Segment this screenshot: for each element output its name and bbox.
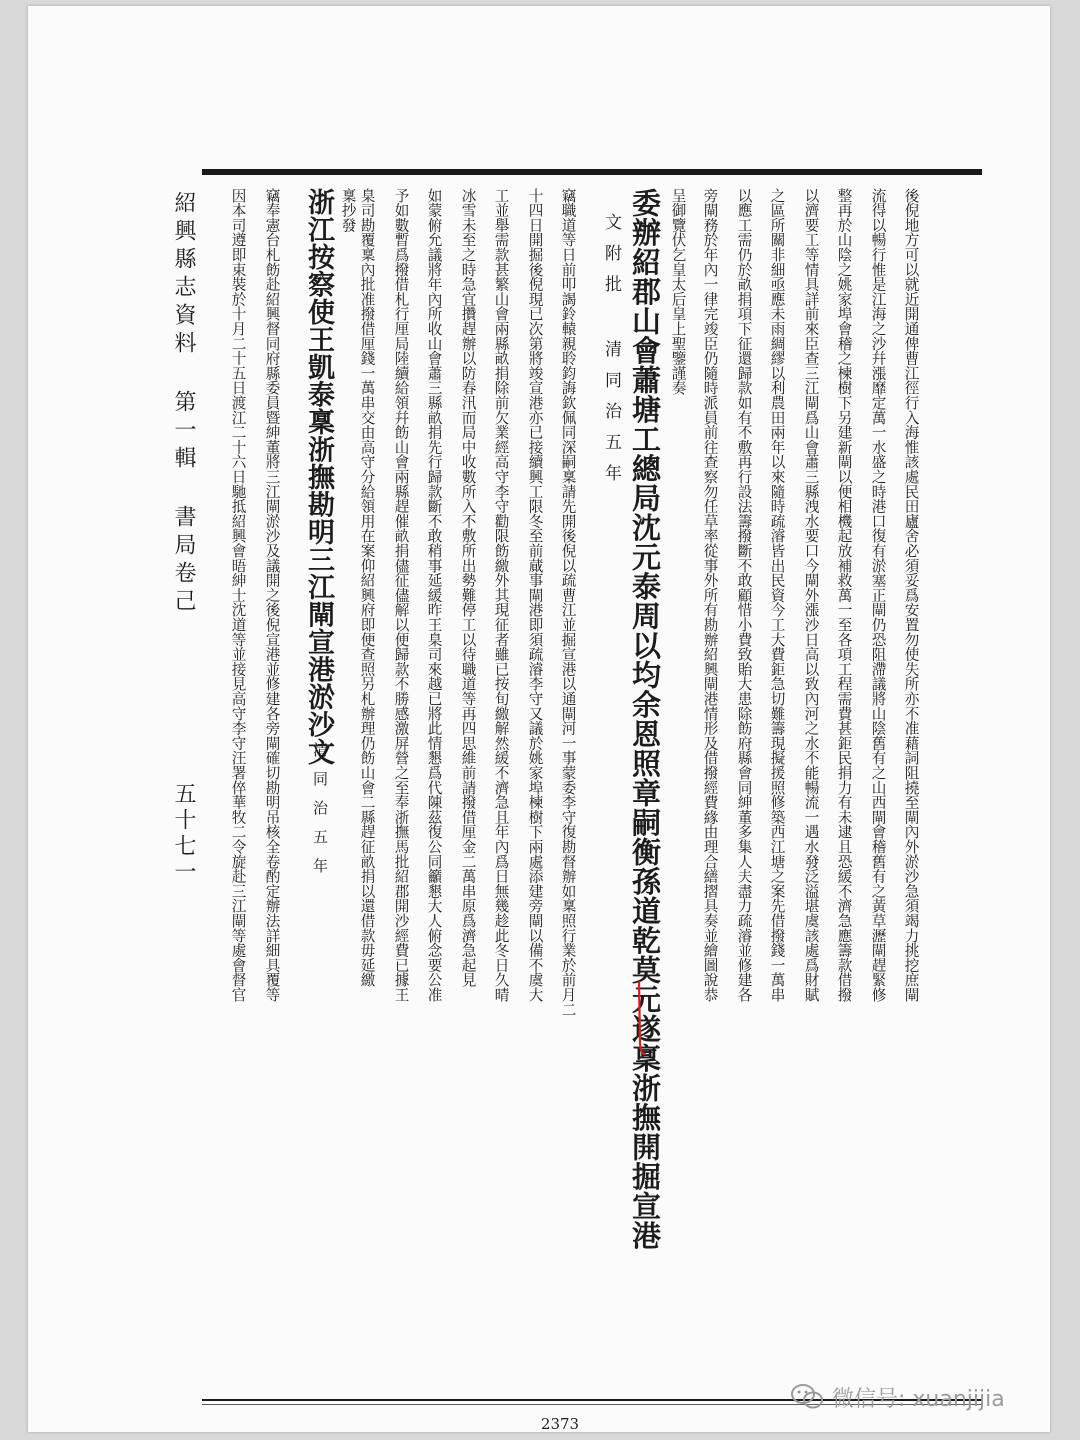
watermark-text: 微信号: xuanjijia — [832, 1386, 1005, 1412]
text-column-3: 整再於山陰之姚家埠會稽之楝樹下另建新閘以便相機起放補救萬一至各項工程需費甚鉅民捐力有未逮且恐緩不濟急應籌款借撥 — [835, 188, 853, 1003]
document-subheading: 文附批 清同治五年 — [601, 213, 621, 496]
text-column-15: 臬司勘覆稟內批准撥借厘錢一萬串交由高守分給領用在案仰紹興府即便查照另札辦理仍飭山會二縣趕征畝捐以還借款毋延繳 — [358, 188, 376, 988]
page-number: 2373 — [540, 1415, 580, 1434]
text-column-12: 冰雪未至之時急宜攢趕辦以防春汛而局中收數所入不敷所出勢難停工以待職道等再四思維前請撥借厘金二萬串原爲濟急起見 — [459, 188, 477, 988]
wechat-icon — [790, 1382, 824, 1412]
text-column-5: 之區所關非細亟應未雨綢繆以利農田兩年以來隨時疏濬皆出民資今工大費鉅急切難籌現擬援照修築西江塘之案先借撥錢一萬串 — [768, 188, 786, 1003]
margin-page-number: 五十七一 — [171, 782, 196, 887]
text-column-16: 稟抄發 — [339, 188, 357, 233]
text-column-14: 予如數暫爲撥借札行厘局陸續給領幷飭山會兩縣趕催畝捐儘征儘解以便歸款不勝感激屏營之至奉浙撫馬批紹郡開沙經費已據王 — [392, 188, 410, 1003]
text-column-11: 工並舉需款甚繁山會兩縣畝捐除前欠業經高守李守勸限飭繳外其現征者雖已按旬繳解然緩不濟急且年內爲日無幾趁此冬日久晴 — [492, 188, 510, 1003]
top-border-rule — [202, 169, 982, 175]
document-heading: 委辦紹郡山會蕭塘工總局沈元泰周以均余恩照章嗣衡孫道乾莫元遂稟浙撫開掘宣港 — [628, 188, 662, 1251]
text-column-4: 以濟要工等情具詳前來臣查三江閘爲山會蕭三縣洩水要口今閘外漲沙日高以致內河之水不能暢流一遇水發泛溢堪虞該處爲財賦 — [802, 188, 820, 1003]
red-annotation-mark — [636, 980, 646, 1060]
text-column-18: 因本司遵即束裝於十月二十五日渡江二十六日馳抵紹興會晤紳士沈道等並接見高守李守汪署倅華牧二令旋赴三江閘等處會督官 — [229, 188, 247, 1003]
text-column-17: 竊奉憲台札飭赴紹興督同府縣委員暨紳董將三江閘淤沙及議開之後倪宣港並修建各旁閘確切勘明吊核全卷酌定辦法詳細具覆等 — [263, 188, 281, 1003]
margin-title: 紹興縣志資料 第一輯 書局卷己 — [171, 191, 196, 618]
section-heading: 浙江按察使王凱泰稟浙撫勘明三江閘宣港淤沙文 — [303, 188, 334, 766]
text-column-10: 十四日開掘後倪現已次第將竣宣港亦已接續興工限冬至前蕆事閘港即須疏濬李守又議於姚家埠楝樹下兩處添建旁閘以備不虞大 — [526, 188, 544, 1003]
text-column-7: 旁閘務於年內一律完竣臣仍隨時派員前往查察勿任草率從事外所有勘辦紹興閘港情形及借撥經費緣由理合繕摺具奏並繪圖說恭 — [701, 188, 719, 1003]
text-column-6: 以應工需仍於畝捐項下征還歸款如有不敷再行設法籌撥斷不敢顧惜小費致貽大患除飭府縣會同紳董多集人夫盡力疏濬並修建各 — [735, 188, 753, 1003]
text-column-8: 呈御覽伏乞皇太后皇上聖鑒謹奏 — [669, 188, 687, 396]
text-column-13: 如蒙俯允議將年內所收山會蕭三縣畝捐先行歸款斷不敢稍事延緩昨王臬司來越已將此情懇爲代陳茲復公同籲懇大人俯念要公准 — [425, 188, 443, 1003]
text-column-2: 流得以暢行惟是江海之沙幷漲靡定萬一水盛之時港口復有淤塞正閘仍恐阻滯議將山陰舊有之山西閘會稽舊有之黃草瀝閘趕緊修 — [869, 188, 887, 1003]
text-column-1: 後倪地方可以就近開通俾曹江徑行入海惟該處民田廬舍必須妥爲安置勿使失所亦不准藉詞阻撓至閘內外淤沙急須竭力挑挖庶閘 — [902, 188, 920, 1003]
wechat-watermark — [790, 1380, 1060, 1414]
section-date: 清同治五年 — [311, 742, 329, 888]
text-column-9: 竊職道等日前叩謁鈴轅親聆鈞誨欽佩同深嗣稟請先開後倪以疏曹江並掘宣港以通閘河一事蒙委李守復勘督辦如稟照行業於前月二 — [559, 188, 577, 1018]
